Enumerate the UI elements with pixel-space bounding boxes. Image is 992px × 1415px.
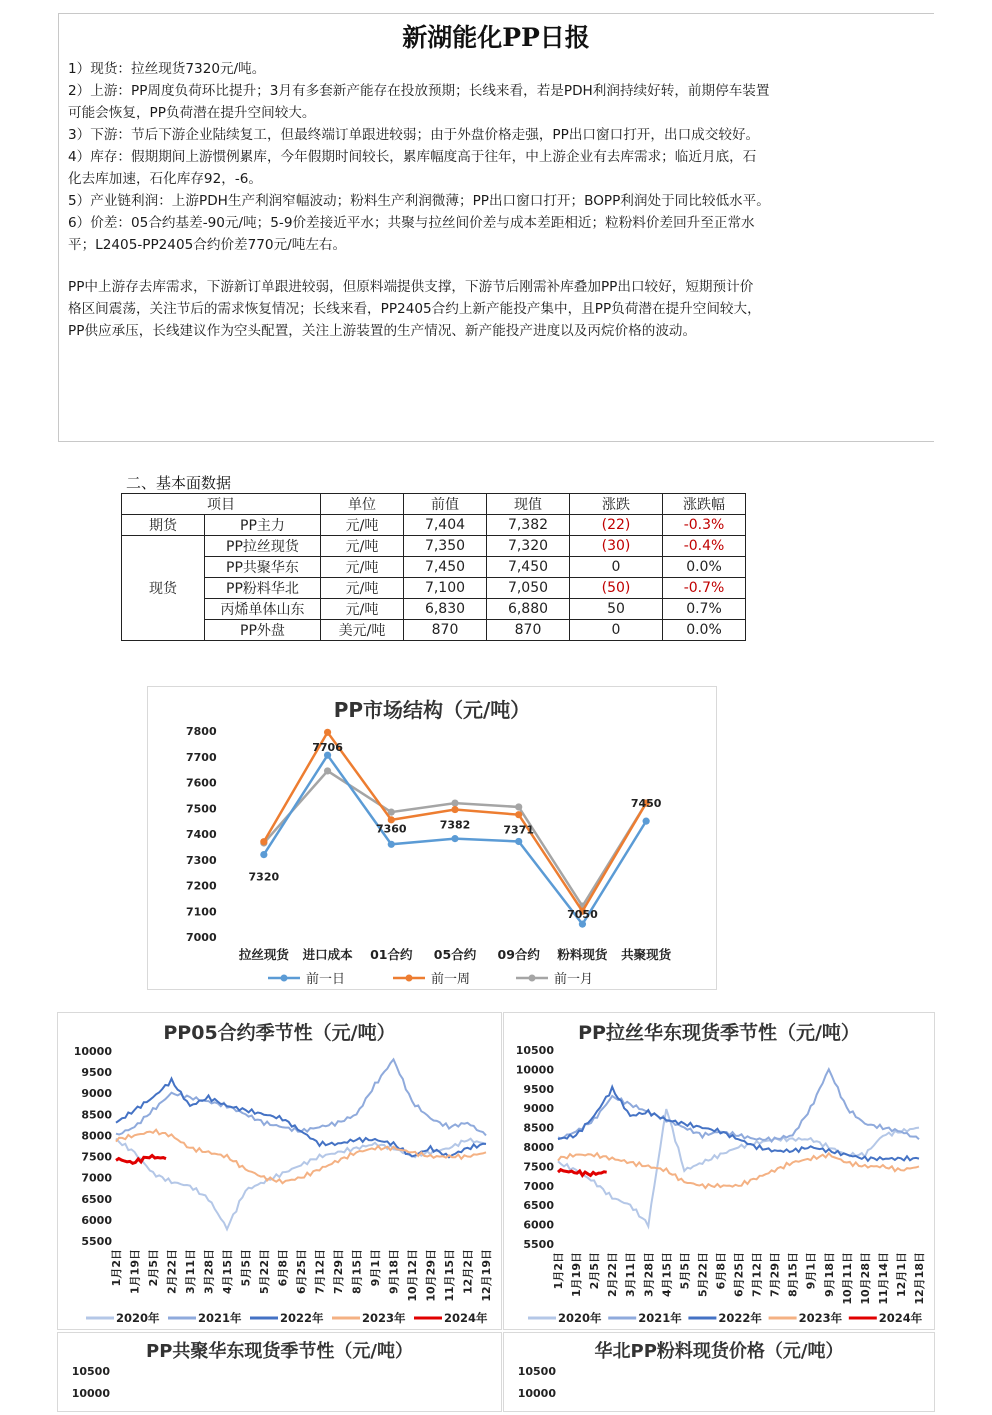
x-tick-label: 9月18日 bbox=[387, 1249, 401, 1294]
data-label: 7360 bbox=[375, 822, 407, 836]
x-tick-label: 11月15日 bbox=[443, 1249, 456, 1302]
x-tick-label: 12月1日 bbox=[894, 1252, 908, 1297]
series-line-0 bbox=[558, 1109, 919, 1226]
report-line: 化去库加速，石化库存92，-6。 bbox=[68, 171, 262, 187]
pp-copolymer-seasonal-chart bbox=[57, 1332, 502, 1412]
legend-marker bbox=[281, 975, 288, 982]
fundamentals-table bbox=[121, 493, 746, 641]
data-label: 7050 bbox=[567, 908, 598, 922]
row-cur: 7,450 bbox=[487, 557, 570, 578]
row-unit: 元/吨 bbox=[321, 599, 404, 620]
x-tick-label: 6月25日 bbox=[295, 1249, 308, 1294]
row-group: 期货 bbox=[122, 515, 205, 536]
data-point bbox=[515, 838, 522, 845]
x-tick-label: 9月1日 bbox=[369, 1249, 382, 1287]
legend-label: 2022年 bbox=[718, 1311, 762, 1325]
y-tick-label: 10500 bbox=[515, 1044, 554, 1057]
summary-line: PP供应承压，长线建议作为空头配置，关注上游装置的生产情况、新产能投产进度以及丙烷价格的波动。 bbox=[68, 323, 697, 339]
data-point bbox=[388, 841, 395, 848]
x-tick-label: 拉丝现货 bbox=[238, 947, 289, 962]
x-tick-label: 9月18日 bbox=[822, 1252, 836, 1297]
row-chg: 50 bbox=[570, 599, 663, 620]
chart-title: 华北PP粉料现货价格（元/吨） bbox=[594, 1341, 844, 1362]
x-tick-label: 05合约 bbox=[433, 947, 477, 962]
row-cur: 7,050 bbox=[487, 578, 570, 599]
legend-label: 2022年 bbox=[280, 1311, 324, 1325]
y-tick-label: 8000 bbox=[523, 1141, 554, 1154]
x-tick-label: 1月19日 bbox=[570, 1252, 584, 1297]
header-unit: 单位 bbox=[321, 494, 404, 515]
legend-label: 2023年 bbox=[362, 1311, 406, 1325]
x-tick-label: 10月29日 bbox=[424, 1249, 438, 1302]
y-tick-label: 9500 bbox=[81, 1066, 112, 1080]
header-pct: 涨跌幅 bbox=[663, 494, 746, 515]
x-tick-label: 5月22日 bbox=[696, 1252, 710, 1297]
series-line-4 bbox=[116, 1156, 166, 1164]
report-paragraphs bbox=[68, 58, 924, 256]
x-tick-label: 4月15日 bbox=[660, 1252, 674, 1297]
series-line-0 bbox=[116, 1139, 486, 1230]
y-tick-label: 10000 bbox=[71, 1387, 110, 1400]
x-tick-label: 3月28日 bbox=[202, 1249, 216, 1294]
data-point bbox=[515, 803, 522, 810]
x-tick-label: 5月5日 bbox=[239, 1249, 253, 1287]
y-tick-label: 8500 bbox=[523, 1121, 554, 1135]
y-tick-label: 6000 bbox=[523, 1218, 554, 1232]
y-tick-label: 10500 bbox=[517, 1365, 556, 1378]
pp-powder-price-chart bbox=[503, 1332, 935, 1412]
row-unit: 元/吨 bbox=[321, 515, 404, 536]
report-line: 平；L2405-PP2405合约价差770元/吨左右。 bbox=[68, 237, 347, 253]
header-item: 项目 bbox=[122, 494, 321, 515]
row-name: 丙烯单体山东 bbox=[205, 599, 321, 620]
y-tick-label: 10000 bbox=[73, 1045, 112, 1058]
table-row bbox=[122, 620, 746, 641]
series-line-1 bbox=[116, 1059, 486, 1135]
x-tick-label: 3月11日 bbox=[184, 1249, 197, 1294]
row-cur: 6,880 bbox=[487, 599, 570, 620]
legend-marker bbox=[529, 975, 536, 982]
row-name: PP共聚华东 bbox=[205, 557, 321, 578]
summary-line: PP中上游存去库需求，下游新订单跟进较弱，但原料端提供支撑，下游节后刚需补库叠加PP出口较好，短期预计价 bbox=[68, 279, 754, 295]
row-prev: 7,404 bbox=[404, 515, 487, 536]
pp05-seasonal-svg bbox=[58, 1013, 501, 1329]
legend-label: 2021年 bbox=[638, 1311, 682, 1325]
row-pct: 0.0% bbox=[663, 620, 746, 641]
report-title: 新湖能化PP日报 bbox=[402, 23, 590, 52]
data-point bbox=[515, 811, 522, 818]
y-tick-label: 10000 bbox=[515, 1063, 554, 1077]
report-line: 可能会恢复，PP负荷潜在提升空间较大。 bbox=[68, 105, 316, 121]
x-tick-label: 3月28日 bbox=[642, 1252, 656, 1297]
x-tick-label: 12月2日 bbox=[461, 1249, 475, 1294]
row-cur: 870 bbox=[487, 620, 570, 641]
data-label: 7371 bbox=[503, 823, 535, 837]
row-unit: 元/吨 bbox=[321, 536, 404, 557]
data-point bbox=[260, 838, 267, 845]
data-point bbox=[451, 835, 458, 842]
legend-label: 2020年 bbox=[558, 1311, 602, 1325]
row-pct: -0.3% bbox=[663, 515, 746, 536]
pp-drawn-seasonal-chart bbox=[503, 1012, 935, 1330]
x-tick-label: 10月11日 bbox=[840, 1252, 854, 1305]
x-tick-label: 7月12日 bbox=[313, 1249, 327, 1294]
table-row bbox=[122, 536, 746, 557]
row-unit: 元/吨 bbox=[321, 557, 404, 578]
x-tick-label: 5月22日 bbox=[258, 1249, 271, 1294]
y-tick-label: 6000 bbox=[81, 1213, 112, 1227]
row-prev: 7,100 bbox=[404, 578, 487, 599]
y-tick-label: 5500 bbox=[523, 1238, 554, 1251]
data-label: 7320 bbox=[248, 870, 280, 884]
table-row bbox=[122, 578, 746, 599]
x-tick-label: 12月19日 bbox=[480, 1249, 493, 1302]
row-name: PP粉料华北 bbox=[205, 578, 321, 599]
row-cur: 7,382 bbox=[487, 515, 570, 536]
data-label: 7450 bbox=[630, 797, 662, 811]
series-line-1 bbox=[558, 1069, 919, 1141]
legend-label: 2020年 bbox=[116, 1311, 160, 1325]
row-name: PP外盘 bbox=[205, 620, 321, 641]
x-tick-label: 进口成本 bbox=[302, 947, 353, 962]
x-tick-label: 1月2日 bbox=[110, 1249, 123, 1287]
y-tick-label: 7000 bbox=[186, 931, 217, 944]
chart-title: PP05合约季节性（元/吨） bbox=[163, 1022, 396, 1044]
legend-label: 2023年 bbox=[798, 1311, 843, 1325]
y-tick-label: 7500 bbox=[81, 1150, 112, 1164]
x-tick-label: 1月2日 bbox=[552, 1252, 565, 1290]
row-prev: 6,830 bbox=[404, 599, 487, 620]
legend-label: 2024年 bbox=[878, 1311, 923, 1325]
data-point bbox=[324, 729, 331, 736]
legend-label: 前一周 bbox=[431, 972, 471, 987]
chart-title: PP共聚华东现货季节性（元/吨） bbox=[146, 1341, 413, 1362]
legend-label: 2021年 bbox=[198, 1311, 242, 1325]
y-tick-label: 8500 bbox=[81, 1108, 112, 1122]
report-line: 3）下游：节后下游企业陆续复工，但最终端订单跟进较弱；由于外盘价格走强，PP出口窗口打开，出口成交较好。 bbox=[68, 127, 760, 143]
market-structure-chart bbox=[147, 686, 717, 990]
x-tick-label: 7月29日 bbox=[768, 1252, 782, 1297]
report-line: 6）价差：05合约基差-90元/吨；5-9价差接近平水；共聚与拉丝间价差与成本差距相近；粒粉料价差回升至正常水 bbox=[68, 215, 755, 231]
pp-copolymer-seasonal-svg bbox=[58, 1333, 501, 1411]
pp-powder-price-svg bbox=[504, 1333, 934, 1411]
data-label: 7382 bbox=[439, 818, 471, 832]
row-pct: -0.4% bbox=[663, 536, 746, 557]
y-tick-label: 7000 bbox=[81, 1171, 112, 1185]
x-tick-label: 5月5日 bbox=[678, 1252, 692, 1290]
report-line: 5）产业链利润：上游PDH生产利润窄幅波动；粉料生产利润微薄；PP出口窗口打开；BOPP利润处于同比较低水平。 bbox=[68, 193, 770, 209]
series-line-3 bbox=[116, 1130, 486, 1184]
x-tick-label: 7月12日 bbox=[750, 1252, 764, 1297]
table-header-row bbox=[122, 494, 746, 515]
row-chg: 0 bbox=[570, 620, 663, 641]
header-chg: 涨跌 bbox=[570, 494, 663, 515]
y-tick-label: 6500 bbox=[81, 1192, 112, 1206]
row-name: PP拉丝现货 bbox=[205, 536, 321, 557]
row-name: PP主力 bbox=[205, 515, 321, 536]
x-tick-label: 8月15日 bbox=[350, 1249, 364, 1294]
report-line: 4）库存：假期期间上游惯例累库，今年假期时间较长，累库幅度高于往年，中上游企业有去库需求；临近月底，石 bbox=[68, 149, 757, 165]
report-line: 2）上游：PP周度负荷环比提升；3月有多套新产能存在投放预期；长线来看，若是PDH利润持续好转，前期停车装置 bbox=[68, 83, 770, 99]
x-tick-label: 6月8日 bbox=[276, 1249, 290, 1287]
x-tick-label: 9月1日 bbox=[804, 1252, 818, 1290]
header-cur: 现值 bbox=[487, 494, 570, 515]
market-structure-svg bbox=[148, 687, 716, 989]
x-tick-label: 2月5日 bbox=[147, 1249, 160, 1287]
table-row bbox=[122, 557, 746, 578]
y-tick-label: 7200 bbox=[186, 879, 217, 893]
section-title: 二、基本面数据 bbox=[126, 474, 232, 492]
y-tick-label: 7500 bbox=[523, 1160, 554, 1174]
y-tick-label: 10500 bbox=[71, 1365, 110, 1378]
y-tick-label: 9000 bbox=[523, 1102, 554, 1116]
series-line-4 bbox=[558, 1170, 607, 1176]
row-prev: 870 bbox=[404, 620, 487, 641]
data-point bbox=[260, 851, 267, 858]
data-point bbox=[643, 818, 650, 825]
x-tick-label: 共聚现货 bbox=[621, 947, 672, 962]
chart-title: PP市场结构（元/吨） bbox=[333, 698, 531, 722]
y-tick-label: 10000 bbox=[517, 1387, 556, 1400]
x-tick-label: 01合约 bbox=[370, 947, 413, 962]
y-tick-label: 5500 bbox=[81, 1235, 112, 1248]
row-pct: 0.7% bbox=[663, 599, 746, 620]
x-tick-label: 2月5日 bbox=[588, 1252, 602, 1290]
x-tick-label: 2月22日 bbox=[606, 1252, 620, 1297]
row-unit: 元/吨 bbox=[321, 578, 404, 599]
y-tick-label: 7800 bbox=[186, 725, 217, 738]
table-row bbox=[122, 599, 746, 620]
y-tick-label: 8000 bbox=[81, 1129, 112, 1143]
x-tick-label: 2月22日 bbox=[165, 1249, 179, 1294]
y-tick-label: 7500 bbox=[186, 802, 217, 816]
row-chg: 0 bbox=[570, 557, 663, 578]
data-point bbox=[324, 767, 331, 774]
row-chg: (22) bbox=[570, 515, 663, 536]
row-chg: (50) bbox=[570, 578, 663, 599]
header-prev: 前值 bbox=[404, 494, 487, 515]
row-pct: 0.0% bbox=[663, 557, 746, 578]
row-cur: 7,320 bbox=[487, 536, 570, 557]
x-tick-label: 6月8日 bbox=[714, 1252, 728, 1290]
legend-label: 前一月 bbox=[554, 972, 594, 987]
row-prev: 7,350 bbox=[404, 536, 487, 557]
row-pct: -0.7% bbox=[663, 578, 746, 599]
x-tick-label: 3月11日 bbox=[624, 1252, 638, 1297]
x-tick-label: 12月18日 bbox=[913, 1252, 926, 1305]
y-tick-label: 6500 bbox=[523, 1199, 554, 1213]
chart-title: PP拉丝华东现货季节性（元/吨） bbox=[578, 1022, 860, 1044]
y-tick-label: 7300 bbox=[186, 853, 217, 867]
pp-drawn-seasonal-svg bbox=[504, 1013, 934, 1329]
row-chg: (30) bbox=[570, 536, 663, 557]
legend-label: 前一日 bbox=[306, 972, 346, 987]
x-tick-label: 4月15日 bbox=[221, 1249, 234, 1294]
x-tick-label: 10月28日 bbox=[858, 1252, 872, 1305]
table-row bbox=[122, 515, 746, 536]
x-tick-label: 7月29日 bbox=[332, 1249, 345, 1294]
y-tick-label: 9000 bbox=[81, 1087, 112, 1101]
x-tick-label: 6月25日 bbox=[732, 1252, 746, 1297]
report-summary bbox=[68, 276, 924, 342]
y-tick-label: 7000 bbox=[523, 1179, 554, 1193]
row-prev: 7,450 bbox=[404, 557, 487, 578]
x-tick-label: 8月15日 bbox=[786, 1252, 800, 1297]
data-point bbox=[579, 921, 586, 928]
summary-line: 格区间震荡，关注节后的需求恢复情况；长线来看，PP2405合约上新产能投产集中，且PP负荷潜在提升空间较大， bbox=[68, 301, 761, 317]
y-tick-label: 7700 bbox=[186, 750, 217, 764]
legend-label: 2024年 bbox=[444, 1311, 488, 1325]
table-body bbox=[122, 515, 746, 641]
y-tick-label: 7100 bbox=[186, 905, 217, 919]
y-tick-label: 7600 bbox=[186, 776, 217, 790]
report-line: 1）现货：拉丝现货7320元/吨。 bbox=[68, 61, 266, 77]
data-label: 7706 bbox=[312, 741, 343, 755]
data-point bbox=[451, 806, 458, 813]
x-tick-label: 粉料现货 bbox=[557, 947, 608, 962]
y-tick-label: 9500 bbox=[523, 1082, 554, 1096]
x-tick-label: 09合约 bbox=[497, 947, 540, 962]
x-tick-label: 10月12日 bbox=[406, 1249, 419, 1302]
x-tick-label: 1月19日 bbox=[128, 1249, 142, 1294]
pp05-seasonal-chart bbox=[57, 1012, 502, 1330]
row-group: 现货 bbox=[122, 536, 205, 641]
legend-marker bbox=[406, 975, 413, 982]
y-tick-label: 7400 bbox=[186, 828, 217, 841]
data-point bbox=[451, 800, 458, 807]
row-unit: 美元/吨 bbox=[321, 620, 404, 641]
x-tick-label: 11月14日 bbox=[876, 1252, 890, 1305]
